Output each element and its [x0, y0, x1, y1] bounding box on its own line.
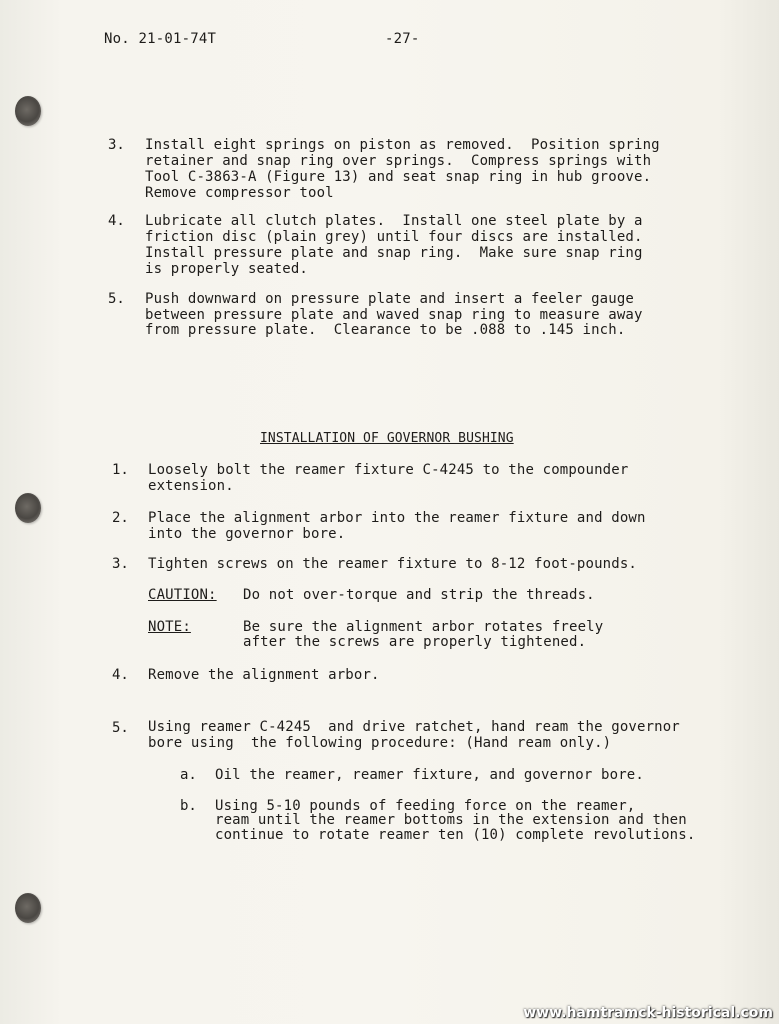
substep-letter: b.: [180, 798, 197, 814]
step-number: 1.: [112, 462, 129, 478]
binder-hole-middle: [15, 493, 41, 523]
step-number: 4.: [112, 667, 129, 683]
step-line: into the governor bore.: [148, 526, 346, 542]
step-line: is properly seated.: [145, 261, 308, 277]
step-number: 5.: [112, 720, 129, 736]
document-number: No. 21-01-74T: [104, 31, 217, 47]
note-text: after the screws are properly tightened.: [243, 634, 587, 650]
binder-hole-bottom: [15, 893, 41, 923]
step-line: Tighten screws on the reamer fixture to 8-12 foot-pounds.: [148, 556, 637, 572]
substep-line: ream until the reamer bottoms in the extension and then: [215, 812, 687, 828]
section-heading: INSTALLATION OF GOVERNOR BUSHING: [260, 431, 514, 446]
step-line: extension.: [148, 478, 234, 494]
step-line: from pressure plate. Clearance to be .088 to .145 inch.: [145, 322, 626, 338]
step-line: Push downward on pressure plate and insert a feeler gauge: [145, 291, 634, 307]
site-watermark: www.hamtramck-historical.com: [523, 1005, 773, 1021]
substep-letter: a.: [180, 767, 197, 783]
step-line: Place the alignment arbor into the reamer fixture and down: [148, 510, 646, 526]
step-line: Remove compressor tool: [145, 185, 334, 201]
step-line: Lubricate all clutch plates. Install one steel plate by a: [145, 213, 643, 229]
caution-label: CAUTION:: [148, 587, 217, 603]
substep-line: continue to rotate reamer ten (10) complete revolutions.: [215, 827, 696, 843]
step-line: Install eight springs on piston as removed. Position spring: [145, 137, 660, 153]
step-line: Using reamer C-4245 and drive ratchet, hand ream the governor: [148, 719, 680, 735]
step-number: 3.: [108, 137, 125, 153]
note-text: Be sure the alignment arbor rotates freely: [243, 619, 604, 635]
substep-line: Using 5-10 pounds of feeding force on the reamer,: [215, 798, 636, 814]
step-line: Install pressure plate and snap ring. Make sure snap ring: [145, 245, 643, 261]
step-line: Tool C-3863-A (Figure 13) and seat snap ring in hub groove.: [145, 169, 652, 185]
step-line: Loosely bolt the reamer fixture C-4245 to the compounder: [148, 462, 629, 478]
binder-hole-top: [15, 96, 41, 126]
caution-text: Do not over-torque and strip the threads.: [243, 587, 595, 603]
step-number: 5.: [108, 291, 125, 307]
step-number: 2.: [112, 510, 129, 526]
step-line: friction disc (plain grey) until four discs are installed.: [145, 229, 643, 245]
step-line: Remove the alignment arbor.: [148, 667, 380, 683]
page-number: -27-: [385, 31, 420, 47]
substep-line: Oil the reamer, reamer fixture, and governor bore.: [215, 767, 644, 783]
step-line: between pressure plate and waved snap ring to measure away: [145, 307, 643, 323]
step-line: bore using the following procedure: (Hand ream only.): [148, 735, 612, 751]
step-number: 3.: [112, 556, 129, 572]
note-label: NOTE:: [148, 619, 191, 635]
step-number: 4.: [108, 213, 125, 229]
step-line: retainer and snap ring over springs. Compress springs with: [145, 153, 652, 169]
